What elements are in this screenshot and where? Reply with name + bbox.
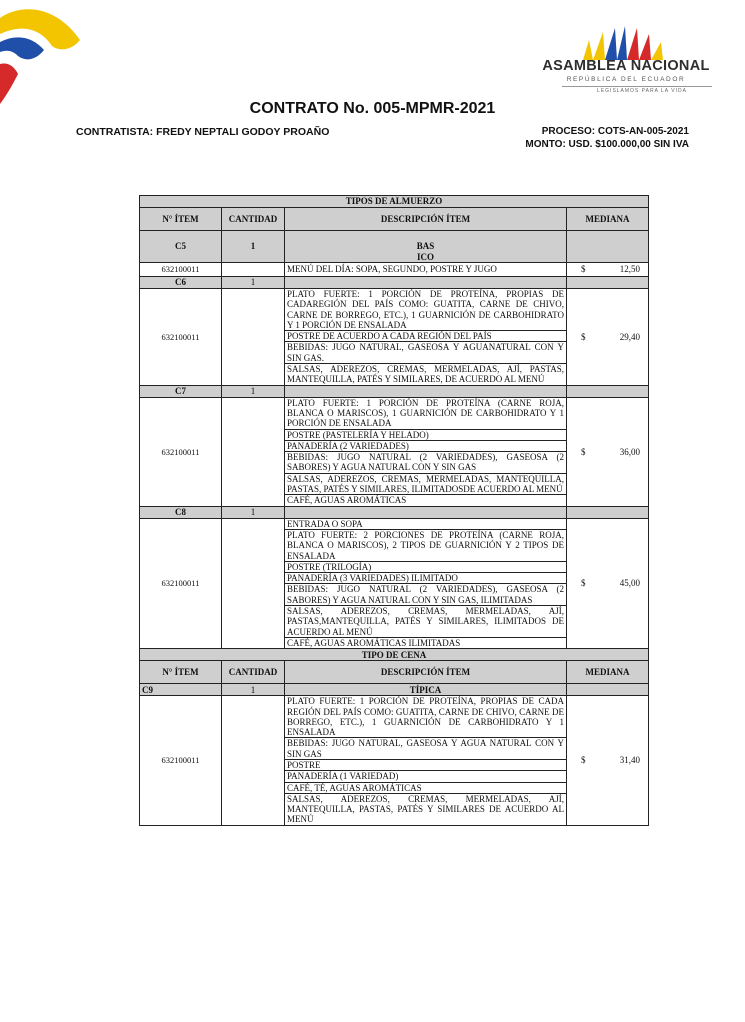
item-description-line: BEBIDAS: JUGO NATURAL, GASEOSA Y AGUA NATURAL CON Y SIN GAS [285, 738, 567, 760]
item-description-line: PLATO FUERTE: 1 PORCIÓN DE PROTEÍNA (CARNE ROJA, BLANCA O MARISCOS), 1 GUARNICIÓN DE CARBOHIDRATO Y 1 PORCIÓN DE ENSALADA [285, 397, 567, 429]
item-price [567, 696, 649, 826]
brand-subtitle: REPÚBLICA DEL ECUADOR [566, 76, 686, 83]
item-description-line: SALSAS, ADEREZOS, CREMAS, MERMELADAS, AJÍ, PASTAS, MANTEQUILLA, PATÉS Y SIMILARES, DE ACUERDO AL MENÚ [285, 364, 567, 386]
item-number: C6 [140, 277, 222, 289]
item-description-line: ENTRADA O SOPA [285, 518, 567, 529]
empty-cell [285, 506, 567, 518]
currency-symbol: $ [581, 331, 586, 342]
item-description-line: POSTRE (PASTELERÍA Y HELADO) [285, 429, 567, 440]
menu-items-table-container [139, 195, 648, 826]
col-header-median: MEDIANA [567, 208, 649, 231]
empty-cell [567, 385, 649, 397]
process-info [525, 125, 689, 151]
currency-symbol: $ [581, 264, 586, 275]
item-description-line: PANADERÍA (1 VARIEDAD) [285, 771, 567, 782]
item-description-line: BEBIDAS: JUGO NATURAL (2 VARIEDADES), GASEOSA (2 SABORES) Y AGUA NATURAL CON Y SIN GAS [285, 452, 567, 474]
item-category-label: TÍPICA [285, 684, 567, 696]
empty-cell [567, 277, 649, 289]
item-price [567, 263, 649, 277]
brand-divider [562, 86, 712, 87]
menu-items-table [139, 195, 649, 826]
sun-rays-icon [578, 24, 668, 60]
price-amount: 29,40 [619, 331, 641, 342]
item-description-line: POSTRE DE ACUERDO A CADA REGIÓN DEL PAÍS [285, 331, 567, 342]
product-code: 632100011 [140, 518, 222, 649]
item-description-line: PANADERÍA (3 VARIEDADES) ILIMITADO [285, 573, 567, 584]
item-number: C8 [140, 506, 222, 518]
item-price [567, 518, 649, 649]
empty-cell [567, 506, 649, 518]
item-price [567, 289, 649, 386]
group-row-c6 [140, 277, 649, 289]
item-number: C7 [140, 385, 222, 397]
item-description-line: POSTRE (TRILOGÍA) [285, 561, 567, 572]
item-quantity: 1 [222, 506, 285, 518]
section-dinner-type: TIPO DE CENA [140, 649, 649, 661]
section-lunch-types: TIPOS DE ALMUERZO [140, 196, 649, 208]
price-amount: 36,00 [619, 446, 641, 457]
product-code: 632100011 [140, 289, 222, 386]
product-code: 632100011 [140, 696, 222, 826]
table-header-row [140, 208, 649, 231]
item-description-line: POSTRE [285, 759, 567, 770]
contract-amount: MONTO: USD. $100.000,00 SIN IVA [525, 139, 689, 150]
item-description-line: SALSAS, ADEREZOS, CREMAS, MERMELADAS, AJÍ, PASTAS,MANTEQUILLA, PATÉS Y SIMILARES, ILIMITADOS DE ACUERDO AL MENÚ [285, 606, 567, 638]
price-amount: 45,00 [619, 578, 641, 589]
item-description-line: SALSAS, ADEREZOS, CREMAS, MERMELADAS, MANTEQUILLA, PASTAS, PATÉS Y SIMILARES, ILIMITADOSDE ACUERDO AL MENÚ [285, 473, 567, 495]
price-amount: 12,50 [619, 264, 641, 275]
col-header-quantity: CANTIDAD [222, 661, 285, 684]
item-number: C5 [140, 231, 222, 263]
currency-symbol: $ [581, 755, 586, 766]
empty-cell [222, 518, 285, 649]
item-description-line: CAFÉ, AGUAS AROMÁTICAS [285, 495, 567, 506]
table-header-row [140, 661, 649, 684]
item-description: MENÚ DEL DÍA: SOPA, SEGUNDO, POSTRE Y JUGO [285, 263, 567, 277]
empty-cell [285, 385, 567, 397]
product-code: 632100011 [140, 263, 222, 277]
col-header-item: N° ÍTEM [140, 208, 222, 231]
table-row [140, 397, 649, 429]
price-amount: 31,40 [619, 755, 641, 766]
col-header-item: N° ÍTEM [140, 661, 222, 684]
item-price [567, 397, 649, 506]
item-category-label [285, 231, 567, 263]
process-code: PROCESO: COTS-AN-005-2021 [541, 126, 689, 137]
table-row [140, 263, 649, 277]
empty-cell [222, 263, 285, 277]
item-description-line: SALSAS, ADEREZOS, CREMAS, MERMELADAS, AJÍ, MANTEQUILLA, PASTAS, PATÉS Y SIMILARES DE ACUERDO AL MENÚ [285, 793, 567, 825]
empty-cell [222, 289, 285, 386]
item-quantity: 1 [222, 385, 285, 397]
item-quantity: 1 [222, 231, 285, 263]
col-header-quantity: CANTIDAD [222, 208, 285, 231]
table-row [140, 518, 649, 529]
brand-motto: LEGISLAMOS PARA LA VIDA [597, 88, 687, 94]
empty-cell [222, 397, 285, 506]
empty-cell [222, 696, 285, 826]
col-header-description: DESCRIPCIÓN ÍTEM [285, 661, 567, 684]
contractor-name: CONTRATISTA: FREDY NEPTALI GODOY PROAÑO [76, 126, 330, 138]
item-description-line: PANADERÍA (2 VARIEDADES) [285, 440, 567, 451]
category-label-text: BAS ICO [416, 241, 435, 262]
table-row [140, 696, 649, 738]
item-description-line: PLATO FUERTE: 1 PORCIÓN DE PROTEÍNA, PROPIAS DE CADA REGIÓN DEL PAÍS COMO: GUATITA, CARNE DE CHIVO, CARNE DE BORREGO, ETC.), 1 GUARNICIÓN DE CARBOHIDRATO Y 1 ENSALADA [285, 696, 567, 738]
col-header-median: MEDIANA [567, 661, 649, 684]
item-description-line: CAFÉ, AGUAS AROMÁTICAS ILIMITADAS [285, 637, 567, 648]
currency-symbol: $ [581, 446, 586, 457]
item-description-line: CAFÉ, TÉ, AGUAS AROMÁTICAS [285, 782, 567, 793]
empty-cell [567, 684, 649, 696]
item-description-line: BEBIDAS: JUGO NATURAL (2 VARIEDADES), GASEOSA (2 SABORES) Y AGUA NATURAL CON Y SIN GAS, ILIMITADAS [285, 584, 567, 606]
item-description-line: BEBIDAS: JUGO NATURAL, GASEOSA Y AGUANATURAL CON Y SIN GAS. [285, 342, 567, 364]
group-row-c7 [140, 385, 649, 397]
table-row [140, 289, 649, 331]
item-quantity: 1 [222, 277, 285, 289]
item-description-line: PLATO FUERTE: 1 PORCIÓN DE PROTEÍNA, PROPIAS DE CADAREGIÓN DEL PAÍS COMO: GUATITA, CARNE DE CHIVO, CARNE DE BORREGO, ETC.), 1 GUARNICIÓN DE CARBOHIDRATO Y 1 PORCIÓN DE ENSALADA [285, 289, 567, 331]
asamblea-nacional-logo [532, 24, 717, 94]
product-code: 632100011 [140, 397, 222, 506]
group-row-c8 [140, 506, 649, 518]
group-row-c9 [140, 684, 649, 696]
item-number: C9 [140, 684, 222, 696]
item-quantity: 1 [222, 684, 285, 696]
brand-name: ASAMBLEA NACIONAL [542, 58, 710, 74]
currency-symbol: $ [581, 578, 586, 589]
assembly-flag-swoosh-logo [0, 0, 90, 110]
contract-title: CONTRATO No. 005-MPMR-2021 [249, 100, 496, 117]
empty-cell [285, 277, 567, 289]
group-row-c5 [140, 231, 649, 263]
empty-cell [567, 231, 649, 263]
item-description-line: PLATO FUERTE: 2 PORCIONES DE PROTEÍNA (CARNE ROJA, BLANCA O MARISCOS), 2 TIPOS DE GUARNICIÓN Y 2 TIPOS DE ENSALADA [285, 529, 567, 561]
col-header-description: DESCRIPCIÓN ÍTEM [285, 208, 567, 231]
